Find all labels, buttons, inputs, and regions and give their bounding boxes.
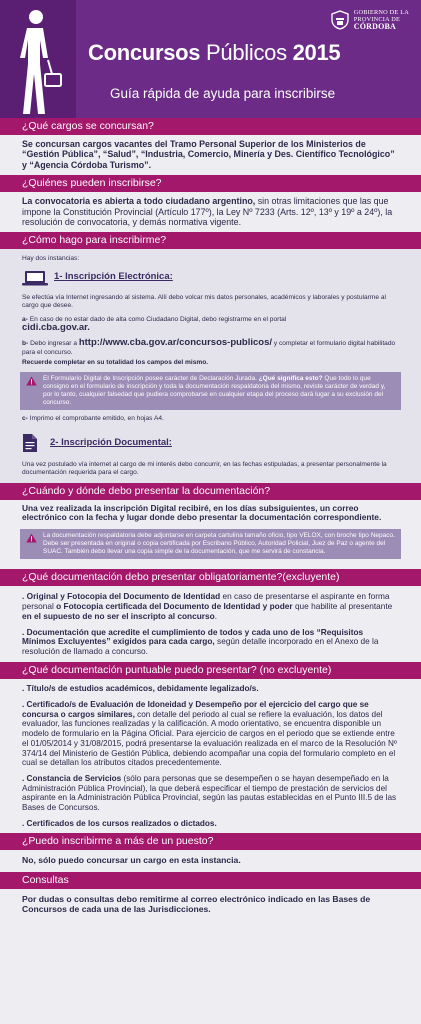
instance-electronic-label <box>54 272 173 282</box>
puntuable-constancia <box>22 774 399 813</box>
section-body-quienes <box>0 192 421 232</box>
instance-documental-label <box>50 438 172 448</box>
instance-documental-title: Inscripción Documental: <box>61 437 172 449</box>
hero-illustration-panel <box>0 0 76 118</box>
warning-text-a: El Formulario Digital de Inscripción posee carácter de Declaración Jurada. <box>43 375 259 383</box>
computer-icon <box>22 270 48 286</box>
req-p1-c: o Fotocopia certificada del Documento de Identidad y poder <box>56 600 293 611</box>
gov-line-1: GOBIERNO DE LA <box>353 9 409 16</box>
puntuable-titulos: . Título/s de estudios académicos, debidamente legalizado/s. <box>22 684 259 694</box>
step-a-prefix: a- <box>22 316 28 324</box>
section-body-cuando <box>0 500 421 569</box>
instance-documental-number: 2- <box>50 437 59 449</box>
cidi-link[interactable]: cidi.cba.gov.ar. <box>22 322 90 334</box>
punt-p2-a: . Certificado/s de Evaluación de Idoneidad y Desempeño por el ejercicio del cargo que se concursa o cargos similares, <box>22 700 369 719</box>
section-body-mas-puesto <box>0 850 421 871</box>
section-heading-obligatoria: ¿Qué documentación debo presentar obligatoriamente?(excluyente) <box>0 569 421 586</box>
provincial-seal-icon <box>330 10 350 30</box>
punt-p2-b: con detalle del periodo al cual se refiere la evaluación, los datos del evaluador, las funciones realizadas y la calificación. A modo orientativo, se encuentra disponible un modelo de formulario en la Página Oficial. Para ejercicio de cargos en el periodo que se extiende entre el 01/05/2014 y 31/08/2015, podrá presentarse la evaluación realizada en el marco de la Resolución Nº 374/14 del Ministerio de Gestión Pública, debiendo acompañar una copia del formulario completo en el cual se detallan los atributos citados precedentemente. <box>22 709 397 768</box>
title-word-publicos: Públicos <box>206 40 287 65</box>
step-b-text-1: Debo ingresar a <box>28 340 79 348</box>
section-body-puntuable <box>0 679 421 833</box>
section-heading-consultas: Consultas <box>0 872 421 889</box>
page-title <box>88 40 340 66</box>
cuando-text: Una vez realizada la inscripción Digital recibiré, en los días subsiguientes, un correo electrónico con la fecha y lugar donde debo presentar la documentación correspondiente. <box>22 502 382 523</box>
section-heading-puntuable: ¿Qué documentación puntuable puedo presentar? (no excluyente) <box>0 662 421 679</box>
instance-documental <box>22 433 399 453</box>
step-a <box>22 316 399 333</box>
instance-electronic-number: 1- <box>54 271 63 283</box>
documentation-warning-text: La documentación respaldatoria debe adjuntarse en carpeta cartulina tamaño oficio, tipo VELOX, con broche tipo Nepaco. Debe ser presentada en original o copia certificada por Escribano Público, Autoridad Policial, Juez de Paz o agente del SUAC. También debo llevar una copia simple de la documentación, que me servirá de constancia. <box>43 531 395 555</box>
section-heading-mas-puesto: ¿Puedo inscribirme a más de un puesto? <box>0 833 421 850</box>
warning-text-c: Que todo lo que consigno en el formulario de inscripción y toda la documentación respaldatoria del mismo, reviste carácter de verdad y, por lo tanto, cualquier falsedad que pudiera comprobarse en cualquier etapa del proceso dará lugar a su exclusión del concurso. <box>43 375 386 407</box>
punt-p3-b: (sólo para personas que se desempeñen o se hayan desempeñado en la Administración Pública Provincial), la que deberá especificar el tiempo de prestación de servicios del aspirante en la Administración Pública Provincial, según las pautas establecidas en el Punto III.5 de las Bases de Concursos. <box>22 773 397 813</box>
required-requisitos <box>22 628 399 658</box>
puntuable-certificado <box>22 700 399 768</box>
section-body-cargos <box>0 135 421 175</box>
req-p1-d: que habilite al presentante <box>292 600 393 611</box>
instance-electronic <box>22 270 399 286</box>
concursos-link[interactable]: http://www.cba.gov.ar/concursos-publicos/ <box>78 337 273 349</box>
document-icon <box>22 433 38 453</box>
title-year: 2015 <box>292 40 341 65</box>
step-a-text: En caso de no estar dado de alta como Ciudadano Digital, debo registrarme en el portal <box>27 316 287 324</box>
consultas-text: Por dudas o consultas debo remitirme al correo electrónico indicado en las Bases de Concursos de cada una de las Jurisdicciones. <box>22 893 371 915</box>
punt-p3-a: . Constancia de Servicios <box>22 773 122 783</box>
req-p1-f: . <box>214 610 218 621</box>
section-body-obligatoria <box>0 586 421 662</box>
step-c-prefix: c- <box>22 415 28 423</box>
quienes-bold: La convocatoria es abierta a todo ciudadano argentino, <box>22 196 256 207</box>
section-heading-quienes: ¿Quiénes pueden inscribirse? <box>0 175 421 192</box>
mas-puesto-text: No, sólo puedo concursar un cargo en esta instancia. <box>22 855 241 866</box>
inst2-description: Una vez postulado vía internet al cargo de mi interés debo concurrir, en las fechas estipuladas, a presentar personalmente la documentación requerida para el cargo. <box>22 461 387 477</box>
req-p2-a: . Documentación que acredite el cumplimiento de todos y cada uno de los “Requisitos Mínimos Excluyentes” exigidos para cada cargo, <box>22 626 364 647</box>
government-logo <box>330 9 409 31</box>
quienes-text: sin otras limitaciones que las que impone la Constitución Provincial (Artículo 177º), la Ley Nº 7233 (Arts. 12º, 13º y 19º a 24º), la resolución de convocatoria, y demás normativa vigente. <box>22 196 393 228</box>
section-heading-cargos: ¿Qué cargos se concursan? <box>0 118 421 135</box>
declaration-warning <box>20 372 401 410</box>
step-b <box>22 339 399 356</box>
req-p1-e: en el supuesto de no ser el inscripto al concurso <box>22 610 215 621</box>
step-c <box>22 415 399 423</box>
req-p1-a: . Original y Fotocopia del Documento de Identidad <box>22 590 221 601</box>
person-with-briefcase-icon <box>14 8 64 116</box>
req-p1-b: en caso de presentarse el aspirante en forma personal <box>22 590 390 611</box>
req-p2-b: según detalle incorporado en el Anexo de la resolución de llamado a concurso. <box>22 636 379 657</box>
required-doc-identidad <box>22 592 399 622</box>
cargos-text: Se concursan cargos vacantes del Tramo Personal Superior de los Ministerios de “Gestión Pública”, “Salud”, “Industria, Comercio, Minería y Des. Científico Tecnológico” y “Agencia Córdoba Turismo”. <box>22 139 395 170</box>
inst1-description: Se efectúa vía Internet ingresando al sistema. Allí debo volcar mis datos personales, académicos y laborales y postularme al cargo que desee. <box>22 293 386 309</box>
step-b-text-2: y completar el formulario digital habilitado para el concurso. <box>22 340 396 356</box>
recuerde-note: Recuerde completar en su totalidad los campos del mismo. <box>22 358 209 366</box>
puntuable-cursos: . Certificados de los cursos realizados o dictados. <box>22 818 217 828</box>
section-heading-cuando: ¿Cuándo y dónde debo presentar la documentación? <box>0 483 421 500</box>
instancias-intro: Hay dos instancias: <box>22 255 80 263</box>
warning-icon <box>26 533 37 543</box>
gov-line-2: PROVINCIA DE <box>353 16 401 23</box>
page-subtitle: Guía rápida de ayuda para inscribirse <box>110 86 336 101</box>
gov-line-3: CÓRDOBA <box>353 22 397 31</box>
step-b-prefix: b- <box>22 340 29 348</box>
section-heading-como: ¿Cómo hago para inscribirme? <box>0 232 421 249</box>
step-c-text: Imprimo el comprobante emitido, en hojas A4. <box>27 415 164 423</box>
warning-question: ¿Qué significa esto? <box>258 375 323 383</box>
section-body-como <box>0 249 421 482</box>
title-word-concursos: Concursos <box>88 40 201 65</box>
documentation-warning <box>20 529 401 559</box>
instance-electronic-title: Inscripción Electrónica: <box>65 271 173 283</box>
section-body-consultas <box>0 889 421 920</box>
warning-icon <box>26 376 37 386</box>
government-name <box>354 9 409 31</box>
hero-banner <box>0 0 421 118</box>
